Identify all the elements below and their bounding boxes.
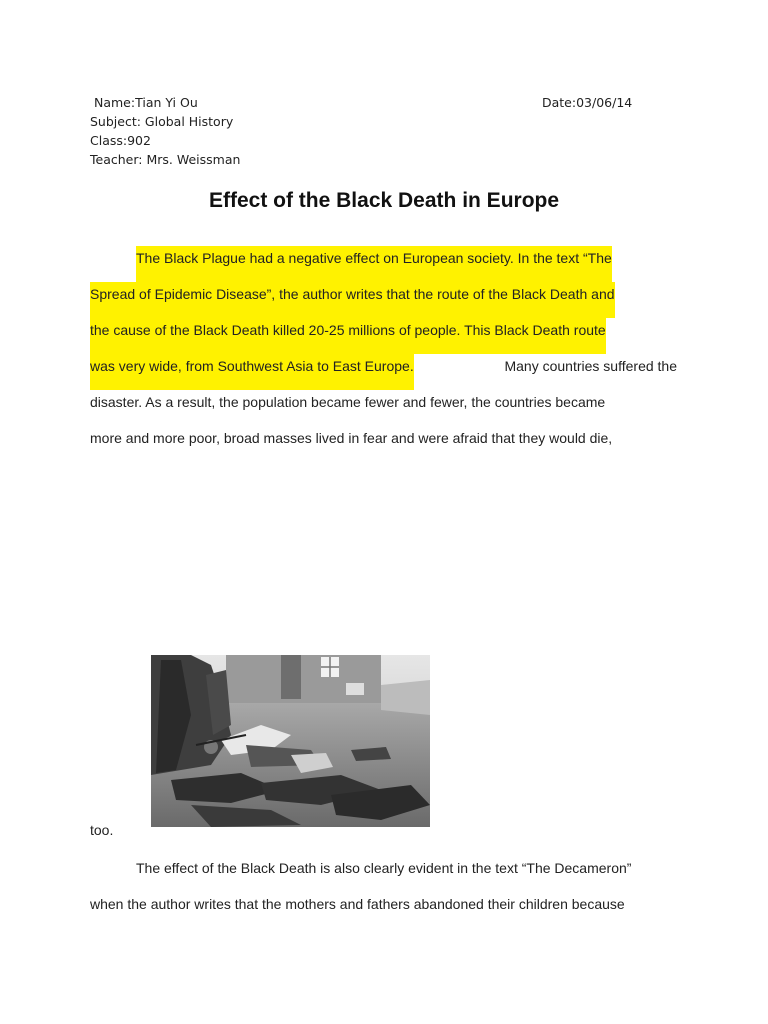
highlighted-text: was very wide, from Southwest Asia to East Europe. — [90, 354, 414, 390]
plain-text: when the author writes that the mothers and fathers abandoned their children because — [90, 896, 625, 912]
black-death-photo — [151, 655, 430, 827]
subject-line: Subject: Global History — [90, 114, 234, 129]
paragraph-2 — [90, 856, 677, 928]
plain-text: disaster. As a result, the population became fewer and fewer, the countries became — [90, 394, 606, 410]
paragraph-line — [90, 856, 677, 892]
paragraph-line — [90, 282, 677, 318]
plain-text: Many countries suffered the — [504, 358, 677, 374]
continuation-word: too. — [90, 822, 114, 838]
teacher-line: Teacher: Mrs. Weissman — [90, 152, 241, 167]
document-title: Effect of the Black Death in Europe — [208, 189, 560, 212]
student-info-header — [90, 93, 650, 169]
student-name: Name:Tian Yi Ou — [94, 95, 198, 110]
plain-text: The effect of the Black Death is also clearly evident in the text “The Decameron” — [136, 860, 632, 876]
highlighted-text: The Black Plague had a negative effect on European society. In the text “The — [136, 246, 612, 282]
paragraph-1 — [90, 246, 677, 462]
highlighted-text: the cause of the Black Death killed 20-25 millions of people. This Black Death route — [90, 318, 606, 354]
paragraph-line — [90, 390, 677, 426]
class-line: Class:902 — [90, 133, 151, 148]
document-date: Date:03/06/14 — [542, 95, 633, 110]
name-date-row — [90, 93, 650, 112]
paragraph-line — [90, 354, 677, 390]
paragraph-line — [90, 892, 677, 928]
highlighted-text: Spread of Epidemic Disease”, the author writes that the route of the Black Death and — [90, 282, 615, 318]
plain-text: more and more poor, broad masses lived in fear and were afraid that they would die, — [90, 430, 613, 446]
paragraph-line — [90, 426, 677, 462]
paragraph-line — [90, 318, 677, 354]
paragraph-line — [90, 246, 677, 282]
